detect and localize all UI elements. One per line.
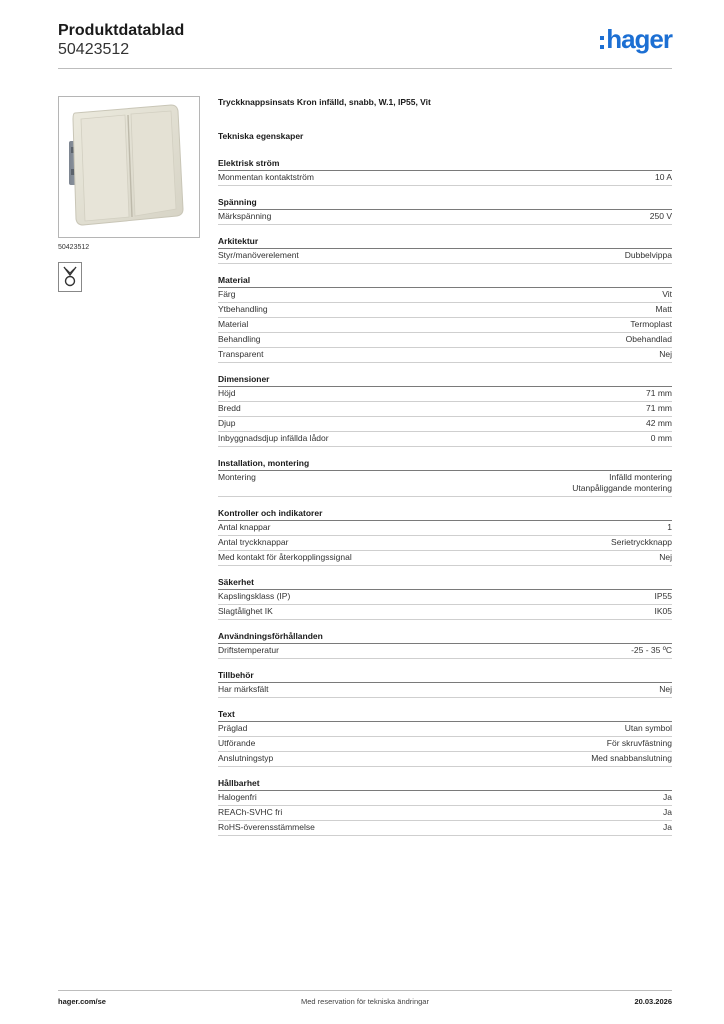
spec-row [218, 605, 672, 620]
spec-label: REACh-SVHC fri [218, 807, 283, 818]
spec-value [607, 738, 672, 749]
header-divider [58, 68, 672, 69]
spec-value-line: Vit [662, 289, 672, 299]
spec-label: Har märksfält [218, 684, 269, 695]
spec-section [218, 778, 672, 836]
spec-section [218, 577, 672, 620]
spec-label: Kapslingsklass (IP) [218, 591, 291, 602]
spec-label: Transparent [218, 349, 264, 359]
spec-value-line: Ja [663, 792, 672, 803]
spec-value-line: 0 mm [650, 433, 672, 443]
product-image [58, 96, 200, 238]
spec-section [218, 631, 672, 659]
spec-value-line: 71 mm [646, 403, 672, 413]
spec-section [218, 275, 672, 363]
spec-row [218, 348, 672, 363]
spec-value-line: Serietryckknapp [611, 537, 672, 548]
spec-label: Styr/manöverelement [218, 250, 299, 260]
spec-value-line: Matt [655, 304, 672, 314]
spec-label: Halogenfri [218, 792, 257, 803]
spec-section [218, 670, 672, 698]
spec-row [218, 521, 672, 536]
section-title: Material [218, 275, 672, 288]
spec-label: Montering [218, 472, 256, 482]
section-title: Text [218, 709, 672, 722]
spec-section [218, 709, 672, 767]
spec-row [218, 387, 672, 402]
spec-value [625, 250, 672, 261]
spec-label: Driftstemperatur [218, 645, 279, 656]
spec-label: Märkspänning [218, 211, 272, 221]
spec-value [659, 684, 672, 695]
logo-colon-icon [600, 36, 604, 49]
section-title: Tillbehör [218, 670, 672, 683]
spec-row [218, 171, 672, 186]
spec-row [218, 536, 672, 551]
product-code-label: 50423512 [58, 244, 90, 251]
spec-label: Bredd [218, 403, 241, 413]
section-title: Arkitektur [218, 236, 672, 249]
ring-hook-symbol-icon [61, 265, 79, 289]
spec-value-line: Med snabbanslutning [591, 753, 672, 764]
spec-value [667, 522, 672, 533]
product-name: Tryckknappsinsats Kron infälld, snabb, W.1, IP55, Vit [218, 97, 431, 107]
spec-value [655, 172, 672, 183]
spec-label: Monmentan kontaktström [218, 172, 314, 182]
spec-row [218, 644, 672, 659]
spec-label: Antal tryckknappar [218, 537, 289, 548]
section-title: Installation, montering [218, 458, 672, 471]
section-title: Användningsförhållanden [218, 631, 672, 644]
page-header [58, 22, 672, 70]
spec-value [625, 723, 672, 734]
spec-value-line: Nej [659, 684, 672, 695]
spec-row [218, 752, 672, 767]
spec-value [611, 537, 672, 548]
spec-value-line: 42 mm [646, 418, 672, 428]
section-title: Säkerhet [218, 577, 672, 590]
spec-label: Behandling [218, 334, 261, 344]
spec-value [646, 388, 672, 399]
spec-label: Anslutningstyp [218, 753, 274, 764]
spec-label: RoHS-överensstämmelse [218, 822, 315, 833]
certification-symbol [58, 262, 82, 292]
spec-value [655, 304, 672, 315]
push-button-insert-icon [59, 97, 199, 237]
spec-row [218, 551, 672, 566]
spec-value-line: 1 [667, 522, 672, 533]
spec-value [650, 211, 672, 222]
spec-row [218, 821, 672, 836]
spec-value [663, 807, 672, 818]
spec-value [663, 822, 672, 833]
spec-value [630, 319, 672, 330]
spec-row [218, 318, 672, 333]
specs-heading: Tekniska egenskaper [218, 131, 304, 141]
spec-label: Med kontakt för återkopplingssignal [218, 552, 352, 563]
spec-row [218, 791, 672, 806]
spec-value [655, 591, 673, 602]
spec-value-line: Utanpåliggande montering [572, 483, 672, 494]
spec-value-line: Nej [659, 552, 672, 563]
spec-value [646, 403, 672, 414]
spec-label: Utförande [218, 738, 256, 749]
spec-value [663, 792, 672, 803]
spec-label: Ytbehandling [218, 304, 268, 314]
spec-row [218, 432, 672, 447]
spec-row [218, 303, 672, 318]
page-footer [58, 997, 672, 1009]
spec-value-line: Obehandlad [625, 334, 672, 344]
spec-label: Höjd [218, 388, 236, 398]
spec-value [631, 645, 672, 656]
spec-value [659, 552, 672, 563]
spec-value-line: -25 - 35 ºC [631, 645, 672, 656]
spec-section [218, 158, 672, 186]
spec-label: Djup [218, 418, 236, 428]
footer-divider [58, 990, 672, 991]
specs-sections [218, 158, 672, 836]
section-title: Kontroller och indikatorer [218, 508, 672, 521]
spec-value-line: IK05 [654, 606, 672, 617]
spec-row [218, 288, 672, 303]
spec-value-line: Ja [663, 822, 672, 833]
section-title: Hållbarhet [218, 778, 672, 791]
spec-value-line: IP55 [654, 591, 672, 602]
spec-value [655, 606, 673, 617]
spec-row [218, 402, 672, 417]
spec-value-line: Dubbelvippa [624, 250, 672, 260]
spec-value [651, 433, 672, 444]
spec-section [218, 508, 672, 566]
spec-row [218, 417, 672, 432]
spec-label: Antal knappar [218, 522, 271, 533]
spec-value-line: Nej [659, 349, 672, 359]
spec-label: Färg [218, 289, 236, 299]
product-content [218, 96, 672, 836]
spec-label: Präglad [218, 723, 248, 734]
section-title: Dimensioner [218, 374, 672, 387]
spec-value [626, 334, 672, 345]
spec-row [218, 806, 672, 821]
spec-section [218, 458, 672, 497]
spec-section [218, 197, 672, 225]
spec-row [218, 737, 672, 752]
spec-value-line: 71 mm [646, 388, 672, 398]
spec-value-line: 250 V [649, 211, 672, 221]
footer-website-link[interactable]: hager.com/se [58, 997, 106, 1006]
spec-value [646, 418, 672, 429]
spec-value-line: Ja [663, 807, 672, 818]
spec-section [218, 374, 672, 447]
section-title: Spänning [218, 197, 672, 210]
footer-disclaimer: Med reservation för tekniska ändringar [301, 997, 429, 1006]
spec-row [218, 249, 672, 264]
hager-logo [600, 26, 672, 52]
spec-value [659, 349, 672, 360]
spec-section [218, 236, 672, 264]
document-title: Produktdatablad [58, 22, 185, 39]
spec-value [572, 472, 672, 495]
spec-label: Inbyggnadsdjup infällda lådor [218, 433, 329, 443]
logo-text: hager [606, 24, 672, 54]
spec-row [218, 333, 672, 348]
spec-value-line: Termoplast [630, 319, 672, 329]
spec-value-line: Infälld montering [609, 472, 672, 482]
spec-row [218, 471, 672, 497]
spec-row [218, 590, 672, 605]
footer-date: 20.03.2026 [634, 997, 672, 1006]
section-title: Elektrisk ström [218, 158, 672, 171]
spec-row [218, 683, 672, 698]
spec-row [218, 210, 672, 225]
spec-value [662, 289, 672, 300]
spec-label: Slagtålighet IK [218, 606, 273, 617]
spec-value-line: 10 A [654, 172, 672, 182]
spec-value-line: Utan symbol [624, 723, 672, 734]
spec-value-line: För skruvfästning [606, 738, 672, 749]
spec-label: Material [218, 319, 249, 329]
document-number: 50423512 [58, 41, 130, 58]
spec-value [591, 753, 672, 764]
spec-row [218, 722, 672, 737]
